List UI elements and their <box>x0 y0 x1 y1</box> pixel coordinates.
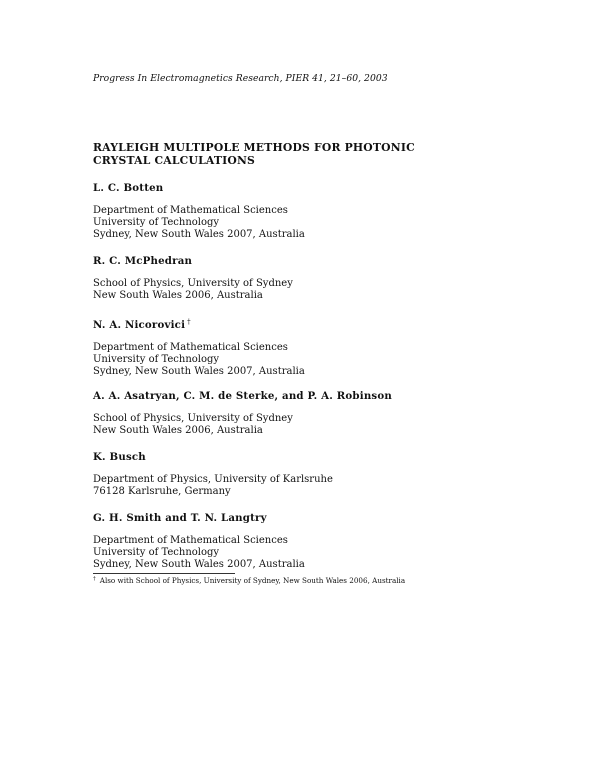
affiliation-line: School of Physics, University of Sydney <box>93 413 293 424</box>
footnote-marker: † <box>187 318 191 326</box>
author-name: K. Busch <box>93 451 146 463</box>
affiliation <box>93 474 333 498</box>
footnote-rule <box>93 573 235 574</box>
author-name: N. A. Nicorovici † <box>93 318 191 331</box>
author-name: R. C. McPhedran <box>93 255 193 267</box>
affiliation <box>93 413 392 437</box>
affiliation-line: University of Technology <box>93 217 220 229</box>
affiliation <box>93 205 305 242</box>
affiliation-line: Department of Mathematical Sciences <box>93 535 288 546</box>
footnote-text: Also with School of Physics, University of Sydney, New South Wales 2006, Australia <box>99 576 406 585</box>
affiliation <box>93 535 305 572</box>
author-group <box>93 512 305 572</box>
author-name: L. C. Botten <box>93 182 164 194</box>
affiliation-line: Sydney, New South Wales 2007, Australia <box>93 229 305 241</box>
affiliation <box>93 342 305 379</box>
affiliation-line: New South Wales 2006, Australia <box>93 290 263 302</box>
affiliation-line: Department of Mathematical Sciences <box>93 205 288 216</box>
affiliation-line: Sydney, New South Wales 2007, Australia <box>93 559 305 571</box>
author-name: G. H. Smith and T. N. Langtry <box>93 512 267 524</box>
footnote-marker: † <box>93 576 96 582</box>
affiliation-line: University of Technology <box>93 354 220 366</box>
affiliation-line: New South Wales 2006, Australia <box>93 425 263 437</box>
paper-title <box>93 141 415 167</box>
author-group <box>93 390 392 437</box>
affiliation-line: Department of Mathematical Sciences <box>93 342 288 353</box>
author-group <box>93 316 305 379</box>
affiliation-line: Department of Physics, University of Karlsruhe <box>93 474 333 485</box>
affiliation <box>93 278 293 302</box>
footnote <box>93 576 405 585</box>
author-group <box>93 182 305 242</box>
affiliation-line: School of Physics, University of Sydney <box>93 278 293 289</box>
affiliation-line: Sydney, New South Wales 2007, Australia <box>93 366 305 378</box>
author-group <box>93 255 293 302</box>
affiliation-line: 76128 Karlsruhe, Germany <box>93 486 231 498</box>
author-group <box>93 451 333 498</box>
title-line-2: CRYSTAL CALCULATIONS <box>93 154 256 167</box>
title-line-1: RAYLEIGH MULTIPOLE METHODS FOR PHOTONIC <box>93 141 415 154</box>
affiliation-line: University of Technology <box>93 547 220 559</box>
journal-citation: Progress In Electromagnetics Research, PIER 41, 21–60, 2003 <box>93 73 388 84</box>
author-name: A. A. Asatryan, C. M. de Sterke, and P. A. Robinson <box>93 390 392 402</box>
